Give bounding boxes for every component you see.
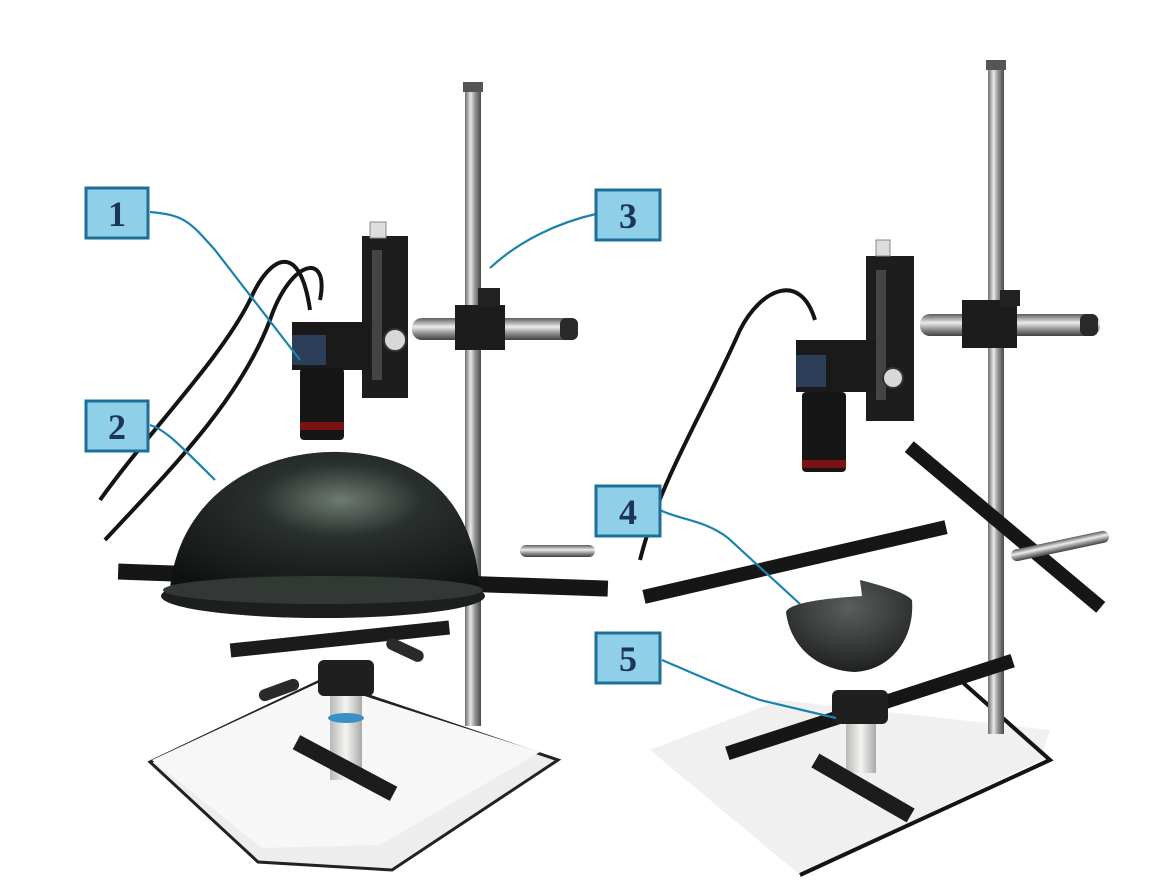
callout-5 [596, 633, 660, 683]
callout-4 [596, 486, 660, 536]
right-cable [640, 290, 815, 560]
leader-line-3 [490, 214, 596, 268]
left-dome-diffuser [170, 452, 480, 590]
right-bowl-diffuser [786, 580, 912, 672]
callout-3 [596, 190, 660, 240]
callout-1 [86, 188, 148, 238]
left-setup [100, 82, 608, 870]
callout-2 [86, 401, 148, 451]
right-sample-post [846, 718, 876, 773]
callout-2-label: 2 [108, 407, 126, 447]
right-slide-bracket [866, 256, 914, 421]
right-frame-bar [642, 520, 947, 603]
left-vertical-rod [465, 86, 481, 726]
callout-5-label: 5 [619, 639, 637, 679]
right-vertical-rod [988, 64, 1004, 734]
callout-3-label: 3 [619, 196, 637, 236]
left-slide-bracket [362, 236, 408, 398]
right-setup [640, 60, 1110, 875]
left-rod-clamp [455, 305, 505, 350]
callout-4-label: 4 [619, 492, 637, 532]
callout-1-label: 1 [108, 194, 126, 234]
